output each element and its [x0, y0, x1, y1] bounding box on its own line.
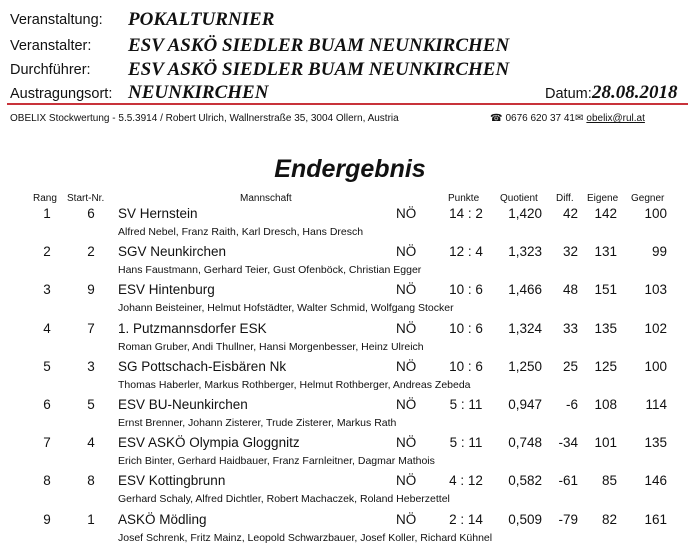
- opponent-score-cell: 102: [644, 320, 667, 336]
- table-row: [0, 321, 700, 359]
- region-cell: NÖ: [396, 320, 417, 336]
- opponent-score-cell: 99: [651, 244, 667, 260]
- rang-cell: 5: [43, 358, 51, 374]
- player-list: Josef Schrenk, Fritz Mainz, Leopold Schwarzbauer, Josef Koller, Richard Kühnel: [118, 531, 493, 544]
- quotient-cell: 1,324: [508, 320, 542, 336]
- table-row: [0, 359, 700, 397]
- diff-cell: 42: [562, 206, 578, 221]
- player-list: Thomas Haberler, Markus Rothberger, Helmut Rothberger, Andreas Zebeda: [118, 378, 471, 391]
- austragungsort-label: Austragungsort:: [10, 86, 113, 102]
- diff-cell: 48: [562, 282, 578, 298]
- rang-cell: 7: [43, 435, 51, 451]
- table-row: [0, 435, 700, 473]
- region-cell: NÖ: [396, 282, 417, 298]
- quotient-cell: 1,420: [508, 206, 542, 221]
- team-name: ASKÖ Mödling: [118, 511, 207, 527]
- col-mannschaft: Mannschaft: [240, 193, 292, 204]
- points-cell: 10 : 6: [449, 320, 483, 336]
- header-divider: [7, 103, 688, 105]
- points-cell: 14 : 2: [449, 206, 483, 221]
- veranstaltung-value: POKALTURNIER: [128, 9, 275, 30]
- diff-cell: 25: [562, 358, 578, 374]
- opponent-score-cell: 103: [644, 282, 667, 298]
- durchfuehrer-value: ESV ASKÖ SIEDLER BUAM NEUNKIRCHEN: [128, 59, 510, 80]
- datum-label: Datum:: [545, 86, 592, 102]
- rang-cell: 9: [43, 511, 51, 527]
- opponent-score-cell: 146: [644, 473, 667, 489]
- start-number-cell: 3: [87, 358, 95, 374]
- envelope-icon: ✉: [575, 113, 584, 124]
- start-number-cell: 7: [87, 320, 95, 336]
- points-cell: 2 : 14: [449, 511, 483, 527]
- quotient-cell: 0,947: [508, 397, 542, 412]
- start-number-cell: 5: [87, 397, 95, 412]
- diff-cell: -34: [558, 435, 578, 451]
- start-number-cell: 9: [87, 282, 95, 298]
- player-list: Erich Binter, Gerhard Haidbauer, Franz Farnleitner, Dagmar Mathois: [118, 455, 435, 468]
- col-gegner: Gegner: [631, 193, 665, 204]
- rang-cell: 8: [43, 473, 51, 489]
- team-name: ESV ASKÖ Olympia Gloggnitz: [118, 435, 300, 451]
- start-number-cell: 4: [87, 435, 95, 451]
- region-cell: NÖ: [396, 435, 417, 451]
- col-start: Start-Nr.: [67, 193, 105, 204]
- team-name: SGV Neunkirchen: [118, 244, 227, 260]
- team-name: SV Hernstein: [118, 206, 198, 221]
- diff-cell: -79: [558, 511, 578, 527]
- diff-cell: -6: [565, 397, 578, 412]
- col-eigene: Eigene: [587, 193, 619, 204]
- opponent-score-cell: 135: [644, 435, 667, 451]
- team-name: ESV Hintenburg: [118, 282, 215, 298]
- region-cell: NÖ: [396, 358, 417, 374]
- points-cell: 10 : 6: [449, 282, 483, 298]
- col-diff: Diff.: [556, 193, 574, 204]
- own-score-cell: 85: [601, 473, 617, 489]
- points-cell: 12 : 4: [449, 244, 483, 260]
- own-score-cell: 108: [594, 397, 617, 412]
- start-number-cell: 2: [87, 244, 95, 260]
- region-cell: NÖ: [396, 244, 417, 260]
- points-cell: 5 : 11: [449, 435, 483, 451]
- diff-cell: -61: [558, 473, 578, 489]
- datum-value: 28.08.2018: [592, 82, 678, 103]
- region-cell: NÖ: [396, 473, 417, 489]
- player-list: Alfred Nebel, Franz Raith, Karl Dresch, Hans Dresch: [118, 226, 364, 238]
- software-credit: OBELIX Stockwertung - 5.5.3914 / Robert Ulrich, Wallnerstraße 35, 3004 Ollern, Austria: [10, 113, 399, 124]
- quotient-cell: 1,250: [508, 358, 542, 374]
- start-number-cell: 8: [87, 473, 95, 489]
- col-punkte: Punkte: [448, 193, 480, 204]
- opponent-score-cell: 100: [644, 206, 667, 221]
- table-row: [0, 206, 700, 244]
- points-cell: 4 : 12: [449, 473, 483, 489]
- durchfuehrer-label: Durchführer:: [10, 62, 91, 78]
- table-row: [0, 473, 700, 511]
- rang-cell: 4: [43, 320, 51, 336]
- quotient-cell: 0,582: [508, 473, 542, 489]
- team-name: ESV Kottingbrunn: [118, 473, 226, 489]
- player-list: Gerhard Schaly, Alfred Dichtler, Robert Machaczek, Roland Heberzettel: [118, 493, 450, 506]
- col-quotient: Quotient: [500, 193, 538, 204]
- region-cell: NÖ: [396, 206, 417, 221]
- player-list: Johann Beisteiner, Helmut Hofstädter, Walter Schmid, Wolfgang Stocker: [118, 302, 454, 315]
- phone-icon: ☎: [490, 113, 503, 124]
- quotient-cell: 0,509: [508, 511, 542, 527]
- own-score-cell: 135: [594, 320, 617, 336]
- phone-number: 0676 620 37 41: [505, 113, 575, 124]
- email-link[interactable]: obelix@rul.at: [586, 113, 645, 124]
- phone-contact: [490, 113, 575, 124]
- points-cell: 5 : 11: [449, 397, 483, 412]
- diff-cell: 32: [562, 244, 578, 260]
- diff-cell: 33: [562, 320, 578, 336]
- veranstaltung-label: Veranstaltung:: [10, 12, 103, 28]
- own-score-cell: 151: [594, 282, 617, 298]
- own-score-cell: 142: [594, 206, 617, 221]
- player-list: Hans Faustmann, Gerhard Teier, Gust Ofenböck, Christian Egger: [118, 264, 422, 277]
- opponent-score-cell: 114: [645, 397, 667, 412]
- team-name: ESV BU-Neunkirchen: [118, 397, 248, 412]
- austragungsort-value: NEUNKIRCHEN: [128, 82, 269, 103]
- own-score-cell: 101: [594, 435, 617, 451]
- table-row: [0, 512, 700, 550]
- player-list: Ernst Brenner, Johann Zisterer, Trude Zisterer, Markus Rath: [118, 417, 397, 429]
- quotient-cell: 1,323: [508, 244, 542, 260]
- rang-cell: 2: [43, 244, 51, 260]
- rang-cell: 1: [43, 206, 51, 221]
- player-list: Roman Gruber, Andi Thullner, Hansi Morgenbesser, Heinz Ulreich: [118, 340, 424, 353]
- veranstalter-value: ESV ASKÖ SIEDLER BUAM NEUNKIRCHEN: [128, 35, 510, 56]
- email-contact[interactable]: [575, 113, 645, 124]
- own-score-cell: 82: [601, 511, 617, 527]
- rang-cell: 6: [43, 397, 51, 412]
- table-row: [0, 282, 700, 320]
- col-rang: Rang: [33, 193, 57, 204]
- team-name: 1. Putzmannsdorfer ESK: [118, 320, 267, 336]
- own-score-cell: 125: [594, 358, 617, 374]
- rang-cell: 3: [43, 282, 51, 298]
- start-number-cell: 1: [87, 511, 95, 527]
- table-row: [0, 397, 700, 435]
- own-score-cell: 131: [594, 244, 617, 260]
- start-number-cell: 6: [87, 206, 95, 221]
- region-cell: NÖ: [396, 511, 417, 527]
- opponent-score-cell: 100: [644, 358, 667, 374]
- table-row: [0, 244, 700, 282]
- points-cell: 10 : 6: [449, 358, 483, 374]
- quotient-cell: 1,466: [508, 282, 542, 298]
- quotient-cell: 0,748: [508, 435, 542, 451]
- page-title: Endergebnis: [274, 155, 426, 183]
- region-cell: NÖ: [396, 397, 417, 412]
- veranstalter-label: Veranstalter:: [10, 38, 92, 54]
- opponent-score-cell: 161: [644, 511, 667, 527]
- team-name: SG Pottschach-Eisbären Nk: [118, 358, 287, 374]
